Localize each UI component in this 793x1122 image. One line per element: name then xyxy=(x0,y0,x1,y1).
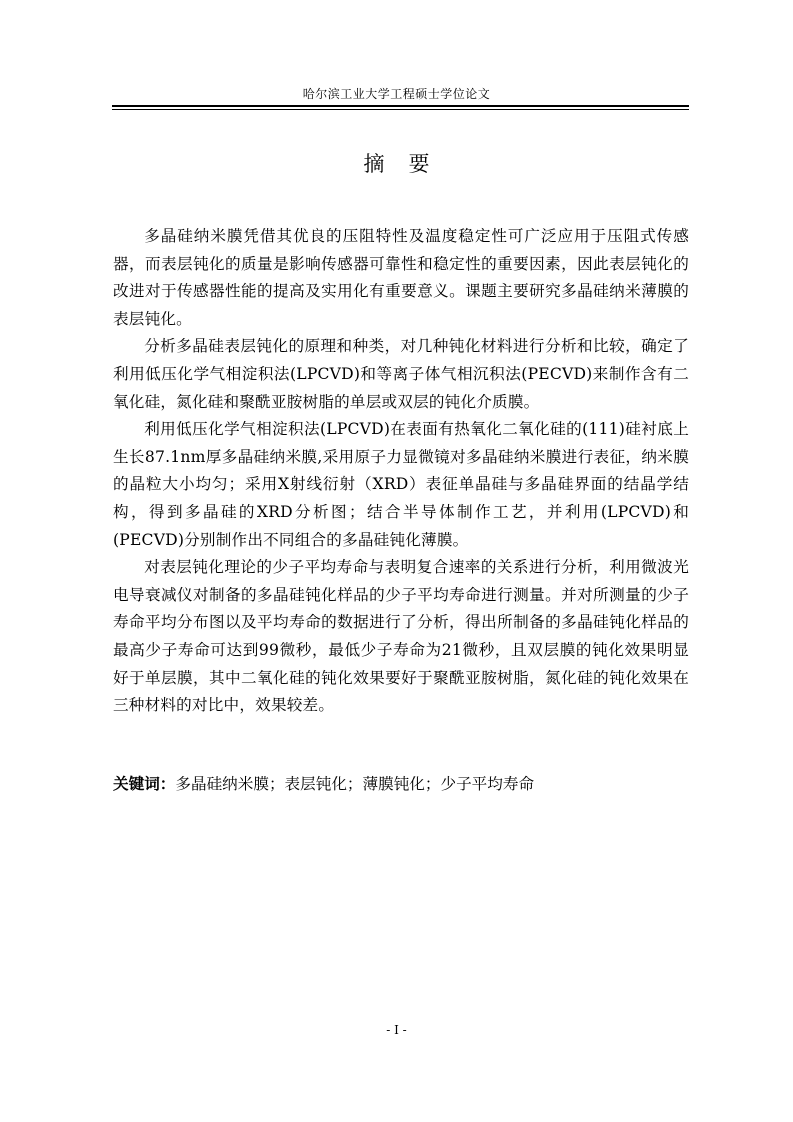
keywords-label: 关键词： xyxy=(113,774,176,793)
keywords-line xyxy=(113,770,689,798)
abstract-body xyxy=(113,223,689,720)
page-number: - I - xyxy=(386,1023,407,1037)
running-header: 哈尔滨工业大学工程硕士学位论文 xyxy=(302,87,491,101)
abstract-paragraph-3: 利用低压化学气相淀积法(LPCVD)在表面有热氧化二氧化硅的(111)硅衬底上生长87.1nm厚多晶硅纳米膜,采用原子力显微镜对多晶硅纳米膜进行表征，纳米膜的晶粒大小均匀；采用X射线衍射（XRD）表征单晶硅与多晶硅界面的结晶学结构，得到多晶硅的XRD分析图；结合半导体制作工艺，并利用(LPCVD)和(PECVD)分别制作出不同组合的多晶硅钝化薄膜。 xyxy=(113,420,689,549)
header-rule-thin xyxy=(112,109,689,110)
abstract-title: 摘要 xyxy=(363,152,454,176)
abstract-paragraph-2: 分析多晶硅表层钝化的原理和种类，对几种钝化材料进行分析和比较，确定了利用低压化学气相淀积法(LPCVD)和等离子体气相沉积法(PECVD)来制作含有二氧化硅，氮化硅和聚酰亚胺树脂的单层或双层的钝化介质膜。 xyxy=(113,337,689,411)
keywords-text: 多晶硅纳米膜；表层钝化；薄膜钝化；少子平均寿命 xyxy=(175,775,535,793)
header-rule-thick xyxy=(112,105,689,107)
abstract-paragraph-4: 对表层钝化理论的少子平均寿命与表明复合速率的关系进行分析，利用微波光电导衰减仪对制备的多晶硅钝化样品的少子平均寿命进行测量。并对所测量的少子寿命平均分布图以及平均寿命的数据进行了分析，得出所制备的多晶硅钝化样品的最高少子寿命可达到99微秒，最低少子寿命为21微秒，且双层膜的钝化效果明显好于单层膜，其中二氧化硅的钝化效果要好于聚酰亚胺树脂，氮化硅的钝化效果在三种材料的对比中，效果较差。 xyxy=(113,558,689,715)
abstract-paragraph-1: 多晶硅纳米膜凭借其优良的压阻特性及温度稳定性可广泛应用于压阻式传感器，而表层钝化的质量是影响传感器可靠性和稳定性的重要因素，因此表层钝化的改进对于传感器性能的提高及实用化有重要意义。课题主要研究多晶硅纳米薄膜的表层钝化。 xyxy=(113,227,689,328)
